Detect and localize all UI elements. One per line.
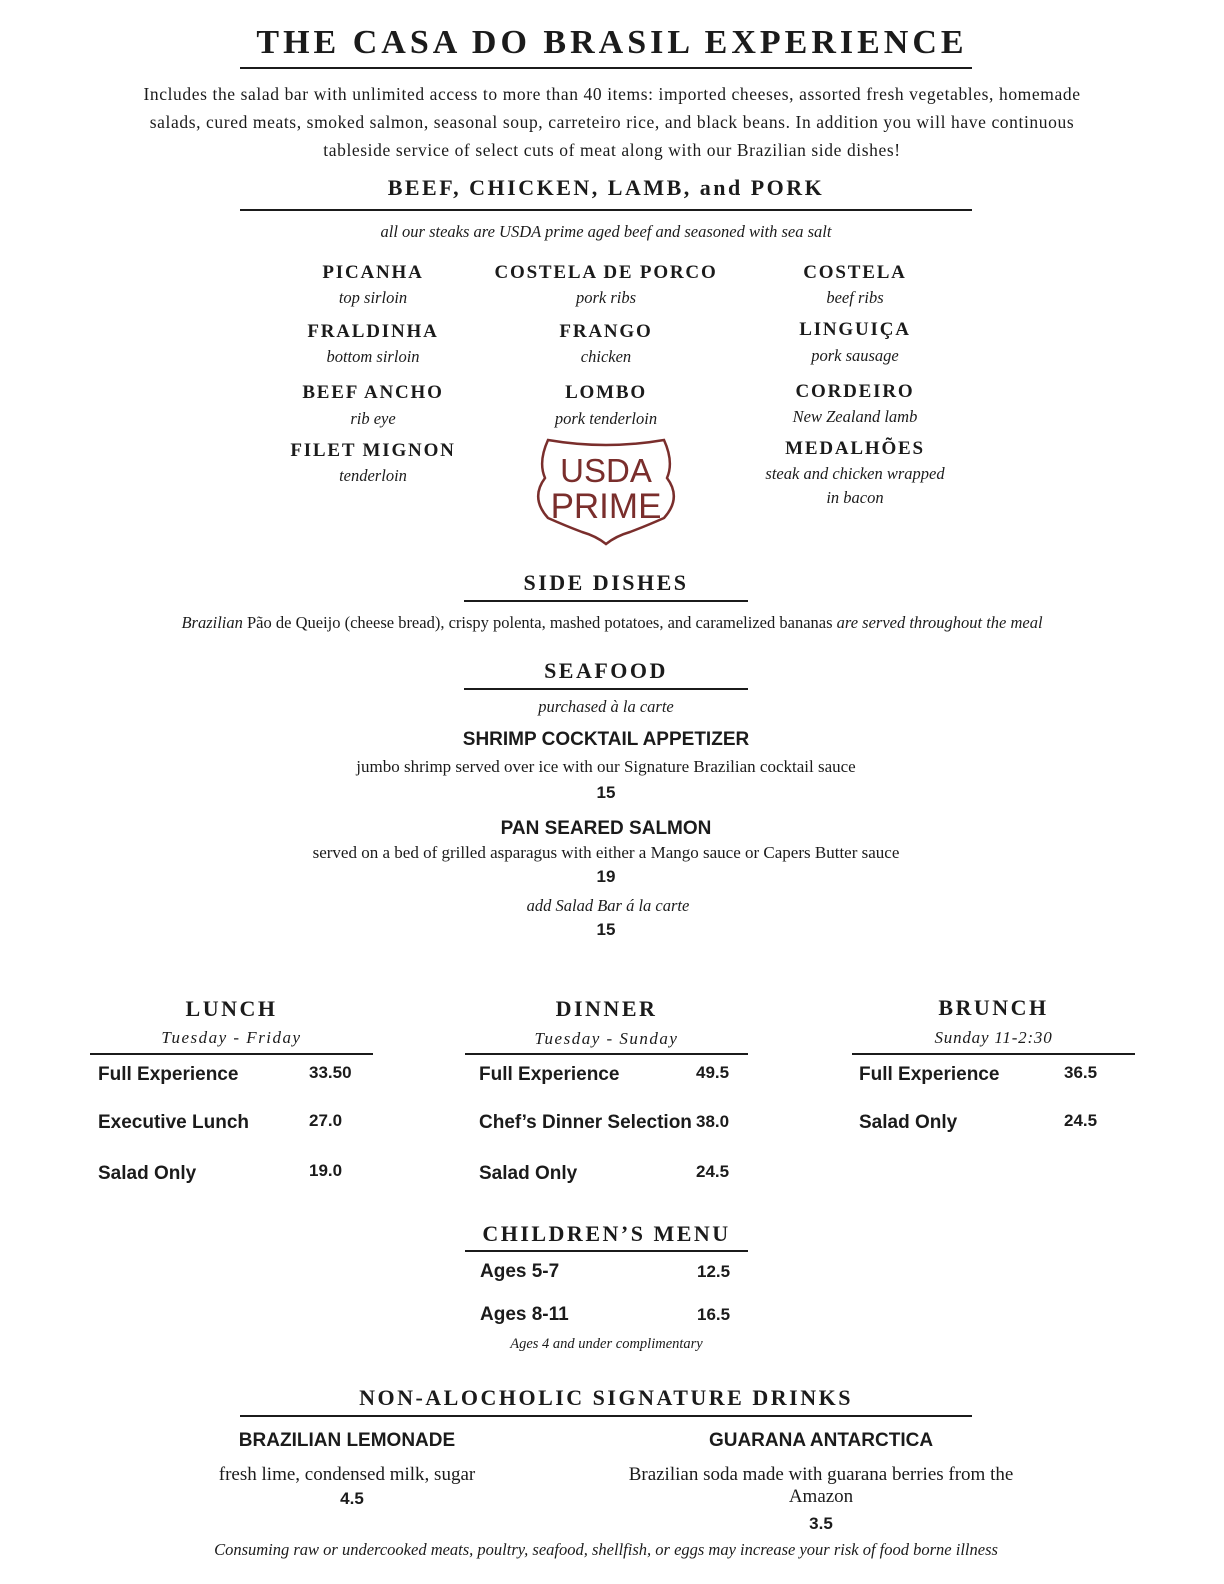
sides-heading: SIDE DISHES (523, 570, 689, 595)
meat-name: LOMBO (565, 382, 647, 403)
salad-addon-price: 15 (596, 920, 616, 939)
meat-name: PICANHA (322, 262, 424, 283)
price-value: 49.5 (696, 1063, 730, 1082)
meat-name: LINGUIÇA (799, 319, 911, 340)
meat-name: COSTELA DE PORCO (494, 262, 718, 283)
meat-desc: steak and chicken wrapped (765, 464, 945, 483)
seafood-item-desc: served on a bed of grilled asparagus with either a Mango sauce or Capers Butter sauce (312, 843, 900, 862)
meat-name: FRALDINHA (307, 321, 439, 342)
price-value: 24.5 (696, 1162, 730, 1181)
sides-suffix: are served throughout the meal (836, 613, 1043, 632)
lunch-heading: LUNCH (185, 996, 278, 1021)
price-value: 12.5 (697, 1262, 731, 1281)
price-value: 19.0 (309, 1161, 343, 1180)
dinner-subtitle: Tuesday - Sunday (534, 1029, 679, 1048)
page-title: THE CASA DO BRASIL EXPERIENCE (256, 24, 968, 61)
meat-desc: bottom sirloin (326, 347, 420, 366)
meat-desc: chicken (580, 347, 632, 366)
price-label: Chef’s Dinner Selection (479, 1112, 692, 1133)
salad-addon-label: add Salad Bar á la carte (526, 896, 690, 915)
meat-name: FILET MIGNON (290, 440, 456, 461)
drink-price: 3.5 (809, 1514, 833, 1533)
seafood-item-name: PAN SEARED SALMON (500, 818, 712, 839)
drink-desc: fresh lime, condensed milk, sugar (218, 1464, 476, 1485)
lunch-divider (90, 1053, 373, 1055)
drinks-heading: NON-ALOCHOLIC SIGNATURE DRINKS (359, 1385, 853, 1410)
meat-name: FRANGO (559, 321, 653, 342)
sides-line (0, 613, 1224, 633)
children-heading: CHILDREN’S MENU (482, 1221, 731, 1246)
brunch-divider (852, 1053, 1135, 1055)
seafood-item-price: 15 (596, 783, 616, 802)
usda-prime-shield-icon (532, 436, 680, 546)
price-label: Salad Only (98, 1163, 197, 1184)
price-label: Executive Lunch (98, 1112, 249, 1133)
meat-desc: pork tenderloin (554, 409, 658, 428)
badge-line1: USDA (560, 452, 652, 489)
meat-desc: top sirloin (338, 288, 408, 307)
brunch-heading: BRUNCH (938, 995, 1049, 1020)
price-value: 16.5 (697, 1305, 731, 1324)
sides-prefix: Brazilian (181, 613, 243, 632)
seafood-item-name: SHRIMP COCKTAIL APPETIZER (462, 729, 750, 750)
price-label: Salad Only (479, 1163, 578, 1184)
sides-items: Pão de Queijo (cheese bread), crispy polenta, mashed potatoes, and caramelized bananas (247, 613, 833, 632)
disclaimer: Consuming raw or undercooked meats, poultry, seafood, shellfish, or eggs may increase your risk of food borne illness (214, 1540, 998, 1559)
meat-desc: beef ribs (826, 288, 884, 307)
meat-desc: pork sausage (811, 346, 899, 365)
meat-desc: tenderloin (339, 466, 407, 485)
price-value: 33.50 (309, 1063, 352, 1082)
meats-subtitle: all our steaks are USDA prime aged beef and seasoned with sea salt (380, 222, 832, 241)
meat-desc: rib eye (350, 409, 396, 428)
price-label: Full Experience (98, 1064, 239, 1085)
meats-heading: BEEF, CHICKEN, LAMB, and PORK (387, 175, 825, 200)
meat-name: BEEF ANCHO (302, 382, 444, 403)
drink-price: 4.5 (340, 1489, 364, 1508)
seafood-subtitle: purchased à la carte (538, 697, 674, 716)
drink-name: GUARANA ANTARCTICA (708, 1430, 934, 1451)
title-divider (240, 67, 972, 69)
lunch-subtitle: Tuesday - Friday (161, 1028, 302, 1047)
price-value: 36.5 (1064, 1063, 1098, 1082)
price-value: 38.0 (696, 1112, 730, 1131)
meat-name: MEDALHÕES (785, 438, 925, 459)
dinner-heading: DINNER (555, 996, 658, 1021)
price-value: 27.0 (309, 1111, 343, 1130)
seafood-heading: SEAFOOD (544, 658, 668, 683)
price-label: Salad Only (859, 1112, 958, 1133)
price-label: Ages 8-11 (480, 1304, 569, 1325)
sides-divider (464, 600, 748, 602)
drink-desc: Brazilian soda made with guarana berries from the Amazon (628, 1464, 1014, 1507)
badge-line2: PRIME (550, 487, 662, 526)
meat-name: COSTELA (803, 262, 907, 283)
drinks-divider (240, 1415, 972, 1417)
seafood-item-desc: jumbo shrimp served over ice with our Signature Brazilian cocktail sauce (356, 757, 856, 776)
price-label: Full Experience (479, 1064, 620, 1085)
children-note: Ages 4 and under complimentary (510, 1336, 703, 1352)
meat-desc: pork ribs (575, 288, 637, 307)
price-label: Ages 5-7 (480, 1261, 560, 1282)
seafood-divider (464, 688, 748, 690)
meat-name: CORDEIRO (795, 381, 915, 402)
children-divider (465, 1250, 748, 1252)
price-label: Full Experience (859, 1064, 1000, 1085)
meat-desc: in bacon (826, 488, 884, 507)
price-value: 24.5 (1064, 1111, 1098, 1130)
drink-name: BRAZILIAN LEMONADE (238, 1430, 456, 1451)
meat-desc: New Zealand lamb (792, 407, 918, 426)
dinner-divider (465, 1053, 748, 1055)
intro-text: Includes the salad bar with unlimited access to more than 40 items: imported cheeses, assorted fresh vegetables, homemade salads, cured meats, smoked salmon, seasonal soup, carreteiro rice, and black beans. In addition you will have continuous tableside service of select cuts of meat along with our Brazilian side dishes! (143, 84, 1081, 160)
seafood-item-price: 19 (596, 867, 616, 886)
brunch-subtitle: Sunday 11-2:30 (934, 1028, 1053, 1047)
meats-divider (240, 209, 972, 211)
